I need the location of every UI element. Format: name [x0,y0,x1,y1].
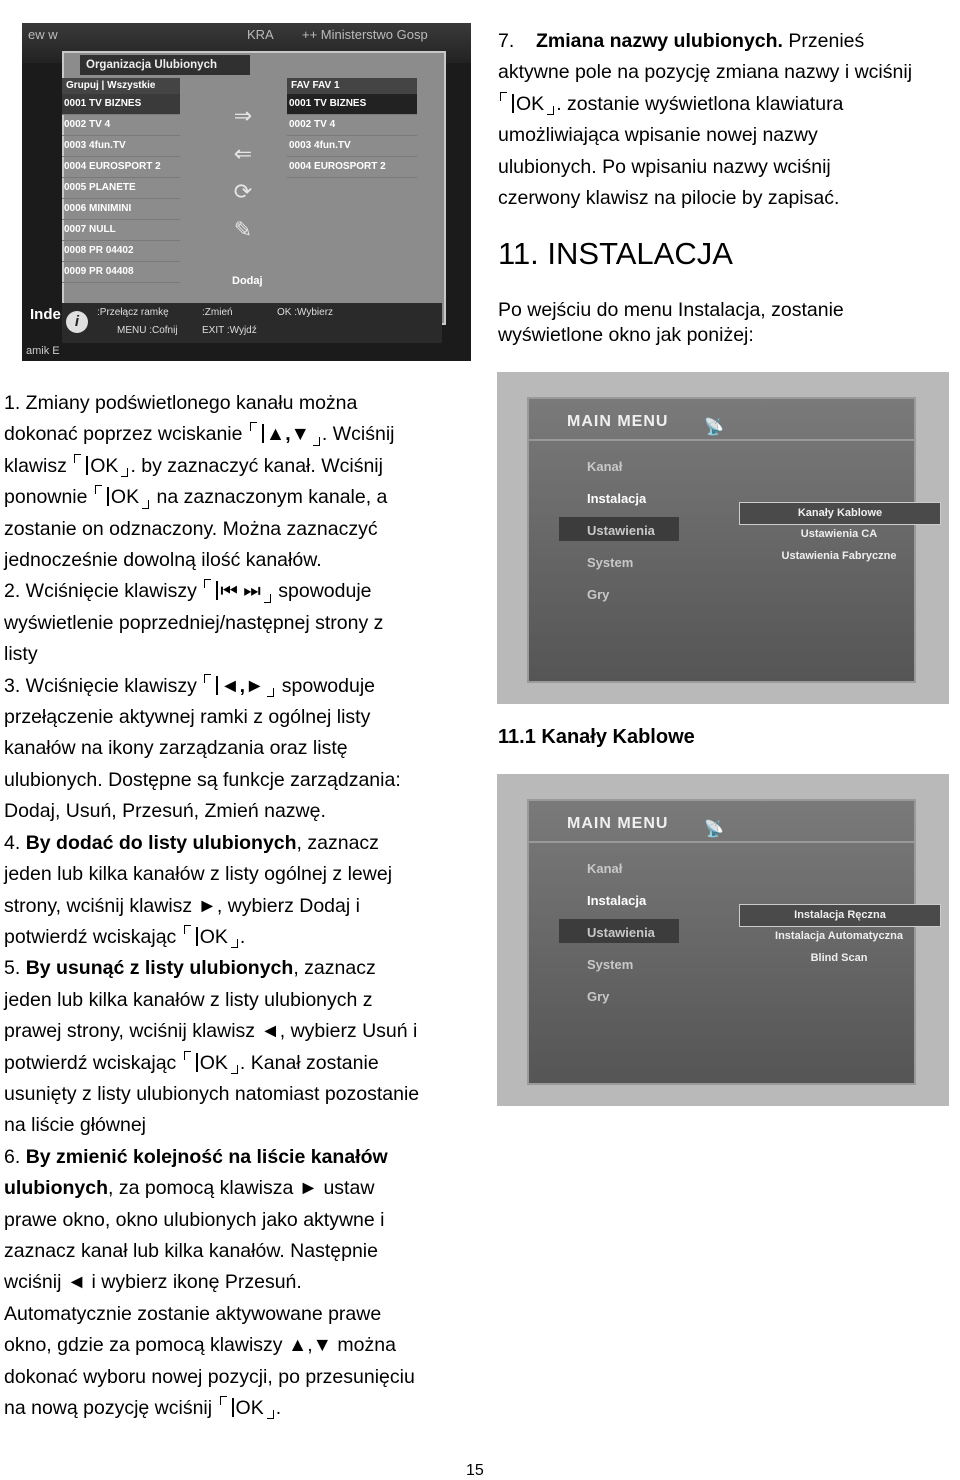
help-back: MENU :Cofnij [117,325,178,336]
item-6-line-8: dokonać wyboru nowej pozycji, po przesunięciu [4,1365,415,1388]
submenu-item[interactable]: Blind Scan [810,952,868,964]
channel-row[interactable]: 0005 PLANETE [62,178,180,199]
section-7 [498,26,950,214]
menu-window [527,799,916,1085]
intro-11 [498,298,950,348]
item-2-line-2: wyświetlenie poprzedniej/następnej strony z [4,611,384,634]
item-6-line-7: okno, gdzie za pomocą klawiszy ▲,▼ można [4,1334,396,1357]
title-divider [529,439,914,441]
channel-row[interactable]: 0003 4fun.TV [287,136,417,157]
channel-row[interactable]: 0003 4fun.TV [62,136,180,157]
section-7-line-4: umożliwiająca wpisanie nowej nazwy [498,124,818,147]
ticker-text-right: ++ Ministerstwo Gosp [302,27,428,42]
left-column-text: 1. Zmiany podświetlonego kanału można dokonać poprzez wciskanie ▲,▼ . Wciśnij klawisz OK . by zaznaczyć kanał. Wciśnij ponownie OK na zaznaczonym kanale, a zostanie on odznaczony. Można zaznaczyć jednocześnie dowolną ilość kanałów. 2. Wciśnięcie klawiszy ⏮ ⏭ spowoduje wyświetlenie poprzedniej/następnej strony z listy 3. Wciśnięcie klawiszy ◄,► spowoduje przełączenie aktywnej ramki z ogólnej listy kanałów na ikony zarządzania oraz listę ulubionych. Dostępne są funkcje zarządzania: Dodaj, Usuń, Przesuń, Zmień nazwę. 4. By dodać do listy ulubionych, zaznacz jeden lub kilka kanałów z listy ogólnej z lewej strony, wciśnij klawisz ►, wybierz Dodaj i potwierdź wciskając OK . 5. By usunąć z listy ulubionych, zaznacz jeden lub kilka kanałów z listy ulubionych z prawej strony, wciśnij klawisz ◄, wybierz Usuń i potwierdź wciskając OK . Kanał zostanie usunięty z listy ulubionych natomiast pozostanie na liście głównej 6. By zmienić kolejność na liście kanałów ulubionych, za pomocą klawisza ► ustaw prawe okno, okno ulubionych jako aktywne i zaznacz kanał lub kilka kanałów. Następnie wciśnij ◄ i wybierz ikonę Przesuń. Automatycznie zostanie aktywowane prawe okno, gdzie za pomocą klawiszy ▲,▼ można dokonać wyboru nowej pozycji, po przesunięciu na nową pozycję wciśnij OK . [4,388,474,1424]
satellite-dish-icon: 📡 [704,821,724,838]
panel-title: Organizacja Ulubionych [80,55,250,75]
ok-key: OK [182,922,240,953]
all-channels-list[interactable] [62,78,180,283]
main-menu-screenshot-cable-channels [497,774,949,1106]
main-menu-screenshot-installation [497,372,949,704]
item-3-line-4: ulubionych. Dostępne są funkcje zarządzania: [4,768,401,791]
item-6-line-5: wciśnij ◄ i wybierz ikonę Przesuń. [4,1271,302,1294]
ok-key: OK [218,1393,276,1424]
menu-item[interactable]: Kanał [587,459,623,474]
item-4-line-3: strony, wciśnij klawisz ►, wybierz Dodaj i [4,894,360,917]
rename-icon[interactable]: ✎ [233,217,253,242]
help-exit: EXIT :Wyjdź [202,325,257,336]
item-3-line-2: przełączenie aktywnej ramki z ogólnej listy [4,706,371,729]
intro-11-line-2: wyświetlone okno jak poniżej: [498,324,754,346]
section-7-line-6: czerwony klawisz na pilocie by zapisać. [498,187,840,210]
item-6-line-3: prawe okno, okno ulubionych jako aktywne i [4,1208,385,1231]
submenu-item[interactable]: Ustawienia Fabryczne [781,550,897,562]
corner-text: Inde [30,306,61,323]
help-select: OK :Wybierz [277,307,334,318]
help-change: :Zmień [202,307,233,318]
item-3-line-5: Dodaj, Usuń, Przesuń, Zmień nazwę. [4,800,326,823]
channel-row[interactable]: 0008 PR 04402 [62,241,180,262]
ticker-text-left: ew w [28,27,58,42]
ok-key: OK [93,482,151,513]
menu-window [527,397,916,683]
help-bar [62,303,442,343]
section-7-title: Zmiana nazwy ulubionych. [535,30,783,52]
menu-item[interactable]: System [587,957,634,972]
ok-key: OK [72,451,130,482]
favourites-organizer-screenshot [22,23,471,361]
item-5-line-5: usunięty z listy ulubionych natomiast pozostanie [4,1082,420,1105]
heading-11-1: 11.1 Kanały Kablowe [498,726,695,748]
menu-item[interactable]: Instalacja [587,893,647,908]
channel-row[interactable]: 0004 EUROSPORT 2 [287,157,417,178]
add-icon[interactable]: ⇒ [233,103,253,128]
item-3-line-3: kanałów na ikony zarządzania oraz listę [4,737,348,760]
satellite-dish-icon: 📡 [704,419,724,436]
move-icon[interactable]: ⟳ [233,179,253,204]
channel-row[interactable]: 0004 EUROSPORT 2 [62,157,180,178]
ok-key: OK [182,1048,240,1079]
menu-item[interactable]: Kanał [587,861,623,876]
ok-key: OK [498,89,556,120]
remove-icon[interactable]: ⇐ [233,141,253,166]
item-1-line-6: jednocześnie dowolną ilość kanałów. [4,549,322,572]
channel-row[interactable]: 0001 TV BIZNES [62,94,180,115]
channel-row[interactable]: 0002 TV 4 [287,115,417,136]
updown-key: ▲,▼ [248,419,322,450]
menu-item[interactable]: System [587,555,634,570]
page-number: 15 [466,1462,484,1479]
menu-title: MAIN MENU [567,815,669,832]
ticker-bottom: amik E [26,345,60,357]
intro-11-line-1: Po wejściu do menu Instalacja, zostanie [498,299,844,321]
channel-row[interactable]: 0001 TV BIZNES [287,94,417,115]
channel-row[interactable]: 0006 MINIMINI [62,199,180,220]
help-switch-frame: :Przełącz ramkę [97,307,169,318]
submenu-item[interactable]: Kanały Kablowe [739,502,941,525]
menu-item[interactable]: Gry [587,587,610,602]
submenu-item[interactable]: Instalacja Ręczna [739,904,941,927]
item-5-line-3: prawej strony, wciśnij klawisz ◄, wybierz Usuń i [4,1020,418,1043]
channel-row[interactable]: 0007 NULL [62,220,180,241]
menu-item[interactable]: Ustawienia [587,925,655,940]
info-icon: i [66,311,88,333]
group-filter[interactable]: Grupuj | Wszystkie [62,78,180,94]
channel-row[interactable]: 0009 PR 04408 [62,262,180,283]
favourites-list[interactable] [287,78,417,178]
ticker-text-mid: KRA [247,27,274,42]
action-label: Dodaj [232,275,263,287]
heading-11: 11. INSTALACJA [498,236,733,271]
skip-keys: ⏮ ⏭ [202,576,273,607]
item-5-line-6: na liście głównej [4,1114,146,1137]
section-7-line-3: . zostanie wyświetlona klawiatura [556,92,844,115]
item-2-line-3: listy [4,643,38,666]
submenu-item[interactable]: Ustawienia CA [800,528,878,540]
section-7-number: 7. [498,30,515,52]
item-4-line-2: jeden lub kilka kanałów z listy ogólnej z lewej [4,863,393,886]
fav-group-header[interactable]: FAV FAV 1 [287,78,417,94]
leftright-key: ◄,► [202,671,276,702]
item-5-line-2: jeden lub kilka kanałów z listy ulubionych z [4,988,373,1011]
menu-item[interactable]: Instalacja [587,491,647,506]
channel-row[interactable]: 0002 TV 4 [62,115,180,136]
title-divider [529,841,914,843]
section-7-line-2: aktywne pole na pozycję zmiana nazwy i wciśnij [498,61,913,84]
menu-title: MAIN MENU [567,413,669,430]
section-7-line-5: ulubionych. Po wpisaniu nazwy wciśnij [498,155,831,178]
management-icons [222,103,264,288]
item-6-line-6: Automatycznie zostanie aktywowane prawe [4,1302,382,1325]
section-7-line-1: Przenieś [782,30,865,52]
item-1-line-1: 1. Zmiany podświetlonego kanału można [4,392,358,414]
menu-item[interactable]: Ustawienia [587,523,655,538]
item-1-line-5: zostanie on odznaczony. Można zaznaczyć [4,517,378,540]
menu-item[interactable]: Gry [587,989,610,1004]
submenu-item[interactable]: Instalacja Automatyczna [775,930,903,942]
item-6-line-4: zaznacz kanał lub kilka kanałów. Następnie [4,1239,378,1262]
